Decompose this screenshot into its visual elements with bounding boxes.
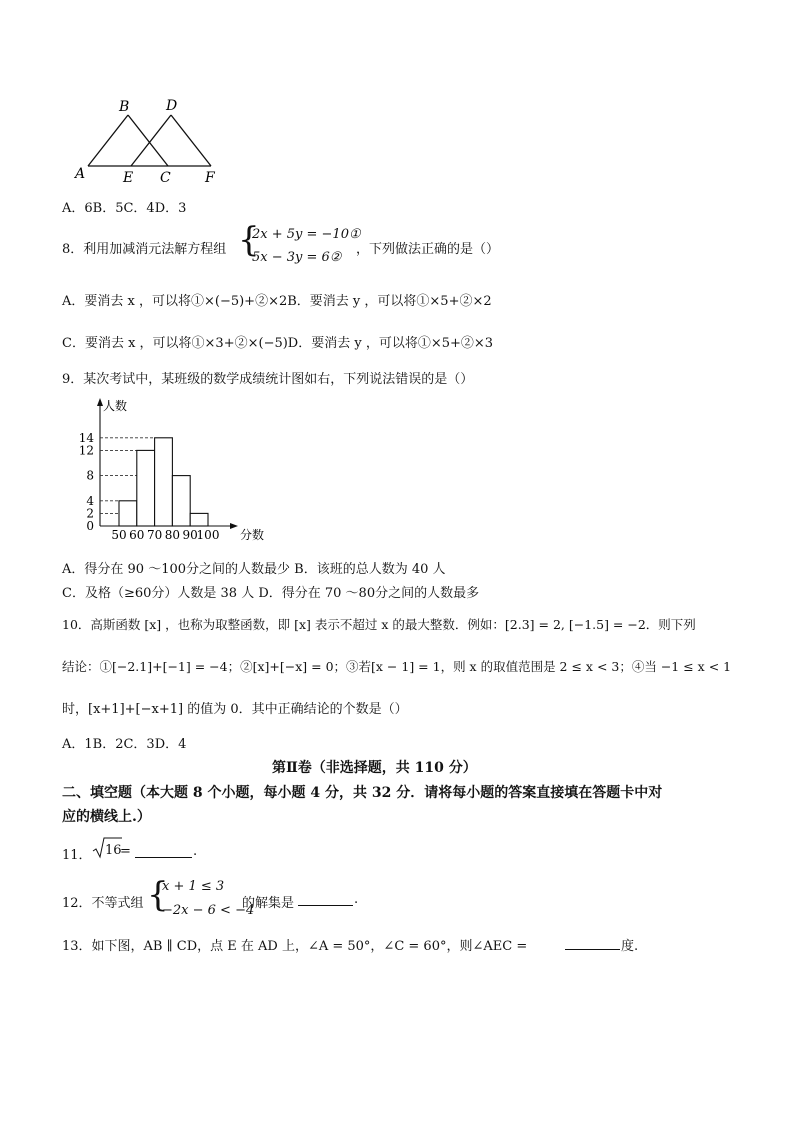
x-axis-label: 分数 (240, 528, 265, 542)
q13-text: 13．如下图，AB ∥ CD，点 E 在 AD 上，∠A = 50°，∠C = 60°，则∠AEC = (62, 939, 528, 954)
x-tick-label-3: 80 (164, 528, 181, 542)
point-label-A: A (75, 166, 86, 182)
q8-options-ab: A．要消去 x ，可以将①×(−5)+②×2B．要消去 y ，可以将①×5+②×2 (62, 294, 492, 309)
q8-equation-1: 2x + 5y = −10① (252, 227, 361, 242)
section-header-line-2: 应的横线上.） (62, 809, 151, 825)
q12-inequality-1: x + 1 ≤ 3 (162, 879, 225, 894)
q10-line-3: 时，[x+1]+[−x+1] 的值为 0．其中正确结论的个数是（） (62, 702, 408, 717)
x-tick-label-1: 60 (129, 528, 145, 542)
y-tick-label-4: 12 (78, 443, 94, 458)
q11-radicand: 16 (105, 843, 122, 858)
q8-suffix: ，下列做法正确的是（） (356, 242, 500, 257)
q12-suffix: 的解集是 (242, 896, 295, 911)
q12-answer-blank[interactable] (298, 893, 353, 906)
part2-title: 第Ⅱ卷（非选择题，共 110 分） (272, 760, 477, 776)
q10-line-1: 10．高斯函数 [x] ，也称为取整函数，即 [x] 表示不超过 x 的最大整数．例如：[2.3] = 2, [−1.5] = −2．则下列 (62, 617, 696, 632)
point-label-C: C (160, 170, 171, 186)
x-tick-label-4: 90 (182, 528, 198, 542)
q9-stem: 9．某次考试中，某班级的数学成绩统计图如右，下列说法错误的是（） (62, 372, 474, 387)
q11-answer-blank[interactable] (135, 845, 192, 858)
q8-system-brace: { (238, 220, 260, 260)
point-label-E: E (123, 170, 134, 186)
q8-prefix: 8．利用加减消元法解方程组 (62, 242, 227, 257)
y-tick-label-0: 0 (86, 519, 94, 533)
y-tick-label-3: 8 (86, 468, 94, 483)
q12-prefix: 12．不等式组 (62, 896, 144, 911)
q10-line-2: 结论：①[−2.1]+[−1] = −4；②[x]+[−x] = 0；③若[x − 1] = 1，则 x 的取值范围是 2 ≤ x < 3；④当 −1 ≤ x < 1 (62, 659, 732, 674)
x-tick-label-0: 50 (111, 528, 127, 542)
y-tick-label-2: 4 (86, 493, 94, 508)
q11-end: . (193, 844, 198, 859)
x-tick-label-5: 100 (196, 528, 220, 542)
q12-system-brace: { (147, 875, 169, 915)
q12-end: . (354, 892, 359, 907)
q11-equals: = (120, 844, 131, 859)
q10-options: A．1B．2C．3D．4 (62, 737, 187, 752)
q7-options: A．6B．5C．4D．3 (62, 201, 187, 216)
q8-equation-2: 5x − 3y = 6② (252, 250, 342, 265)
x-tick-label-2: 70 (146, 528, 163, 542)
point-label-D: D (166, 98, 178, 114)
y-axis-label: 人数 (103, 399, 128, 413)
q13-answer-blank[interactable] (565, 937, 620, 950)
q9-options-cd: C．及格（≥60分）人数是 38 人 D．得分在 70 ～80分之间的人数最多 (62, 586, 480, 601)
q9-options-ab: A．得分在 90 ～100分之间的人数最少 B．该班的总人数为 40 人 (62, 562, 446, 577)
q12-inequality-2: −2x − 6 < −4 (162, 903, 255, 918)
q8-options-cd: C．要消去 x ，可以将①×3+②×(−5)D．要消去 y ，可以将①×5+②×3 (62, 336, 494, 351)
q11-prefix: 11． (62, 848, 92, 863)
point-label-F: F (205, 170, 215, 186)
y-tick-label-5: 14 (78, 430, 94, 445)
section-header-line-1: 二、填空题（本大题 8 个小题，每小题 4 分，共 32 分．请将每小题的答案直接填在答题卡中对 (62, 785, 663, 801)
y-tick-label-1: 2 (86, 506, 94, 521)
point-label-B: B (119, 99, 130, 115)
q13-end: 度. (621, 939, 639, 954)
